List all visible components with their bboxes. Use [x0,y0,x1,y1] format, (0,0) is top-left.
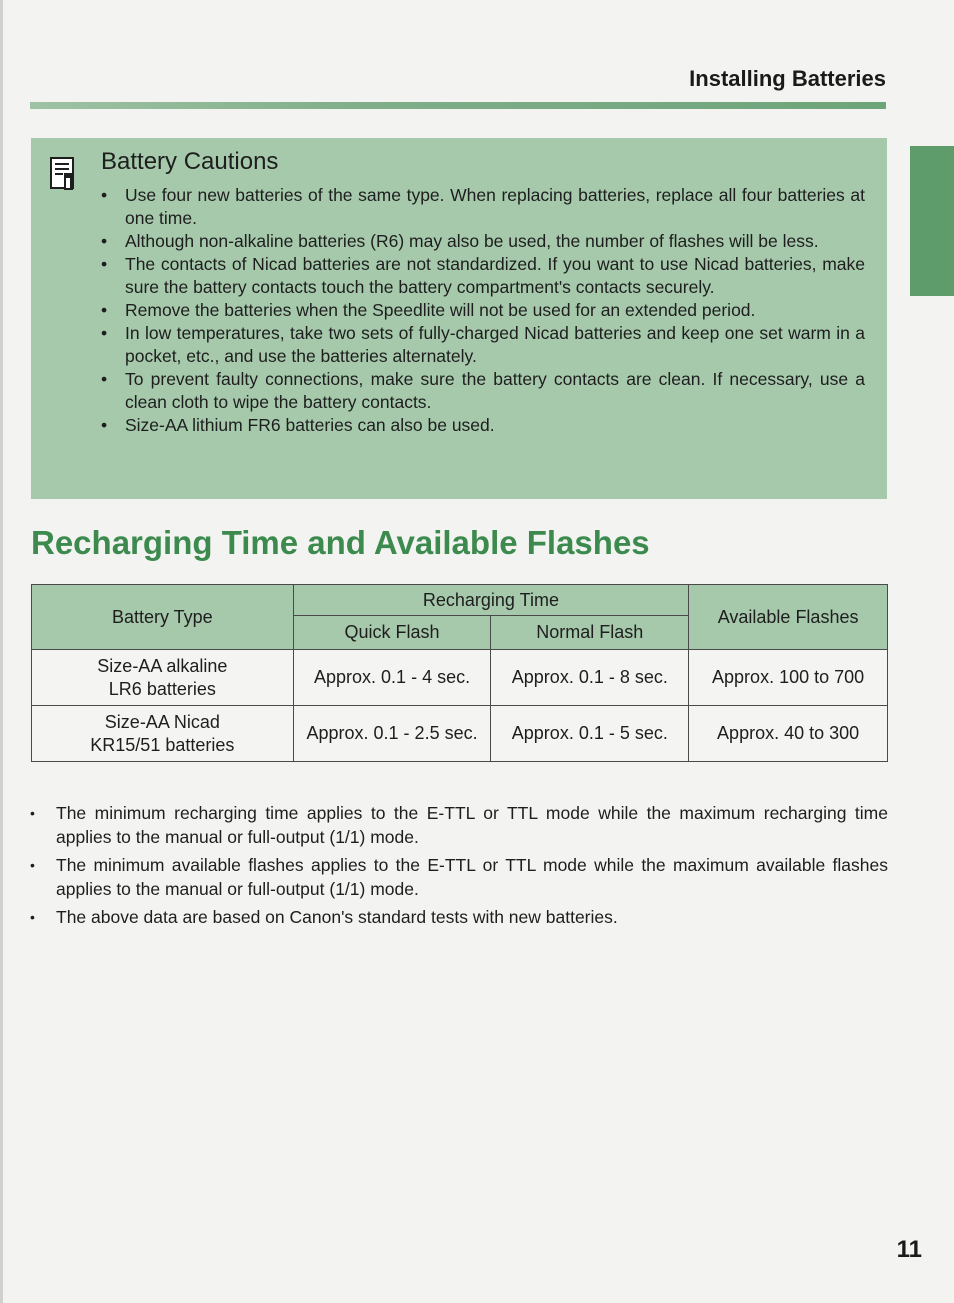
caution-item: • Use four new batteries of the same type. When replacing batteries, replace all four batteries at one time. [125,184,865,230]
running-header: Installing Batteries [689,66,886,91]
quick-flash-cell: Approx. 0.1 - 4 sec. [293,650,491,706]
caution-item: • The contacts of Nicad batteries are not standardized. If you want to use Nicad batteries, make sure the battery contacts touch the battery compartment's contacts securely. [125,253,865,299]
header-rule [30,102,886,109]
page-edge [0,0,3,1303]
caution-item: • Size-AA lithium FR6 batteries can also be used. [125,414,865,437]
notes-list [56,801,888,933]
header-recharging-time: Recharging Time [293,585,689,616]
caution-item: • In low temperatures, take two sets of fully-charged Nicad batteries and keep one set warm in a pocket, etc., and use the batteries alternately. [125,322,865,368]
header-battery-type: Battery Type [32,585,294,650]
battery-name: Size-AA alkaline [97,655,228,676]
recharging-table [31,584,888,762]
battery-model: KR15/51 batteries [90,734,235,755]
caution-item: • Remove the batteries when the Speedlite will not be used for an extended period. [125,299,865,322]
available-flashes-cell: Approx. 40 to 300 [689,706,888,762]
note-item: • The minimum available flashes applies to the E-TTL or TTL mode while the maximum available flashes applies to the manual or full-output (1/1) mode. [56,853,888,901]
note-item: • The above data are based on Canon's standard tests with new batteries. [56,905,888,929]
battery-type-cell [32,650,294,706]
header-available-flashes: Available Flashes [689,585,888,650]
table-row [32,706,888,762]
memo-icon [49,156,77,192]
cautions-title: Battery Cautions [101,148,279,175]
page-number: 11 [896,1236,922,1263]
quick-flash-cell: Approx. 0.1 - 2.5 sec. [293,706,491,762]
normal-flash-cell: Approx. 0.1 - 8 sec. [491,650,689,706]
battery-type-cell [32,706,294,762]
header-quick-flash: Quick Flash [293,616,491,650]
chapter-tab [910,146,954,296]
table-row [32,650,888,706]
battery-name: Size-AA Nicad [104,711,220,732]
caution-item: • Although non-alkaline batteries (R6) may also be used, the number of flashes will be less. [125,230,865,253]
battery-cautions-box [31,138,887,499]
normal-flash-cell: Approx. 0.1 - 5 sec. [491,706,689,762]
note-item: • The minimum recharging time applies to the E-TTL or TTL mode while the maximum recharging time applies to the manual or full-output (1/1) mode. [56,801,888,849]
cautions-list [125,184,865,437]
battery-model: LR6 batteries [108,678,216,699]
header-normal-flash: Normal Flash [491,616,689,650]
available-flashes-cell: Approx. 100 to 700 [689,650,888,706]
caution-item: • To prevent faulty connections, make sure the battery contacts are clean. If necessary, use a clean cloth to wipe the battery contacts. [125,368,865,414]
section-title: Recharging Time and Available Flashes [31,524,650,561]
